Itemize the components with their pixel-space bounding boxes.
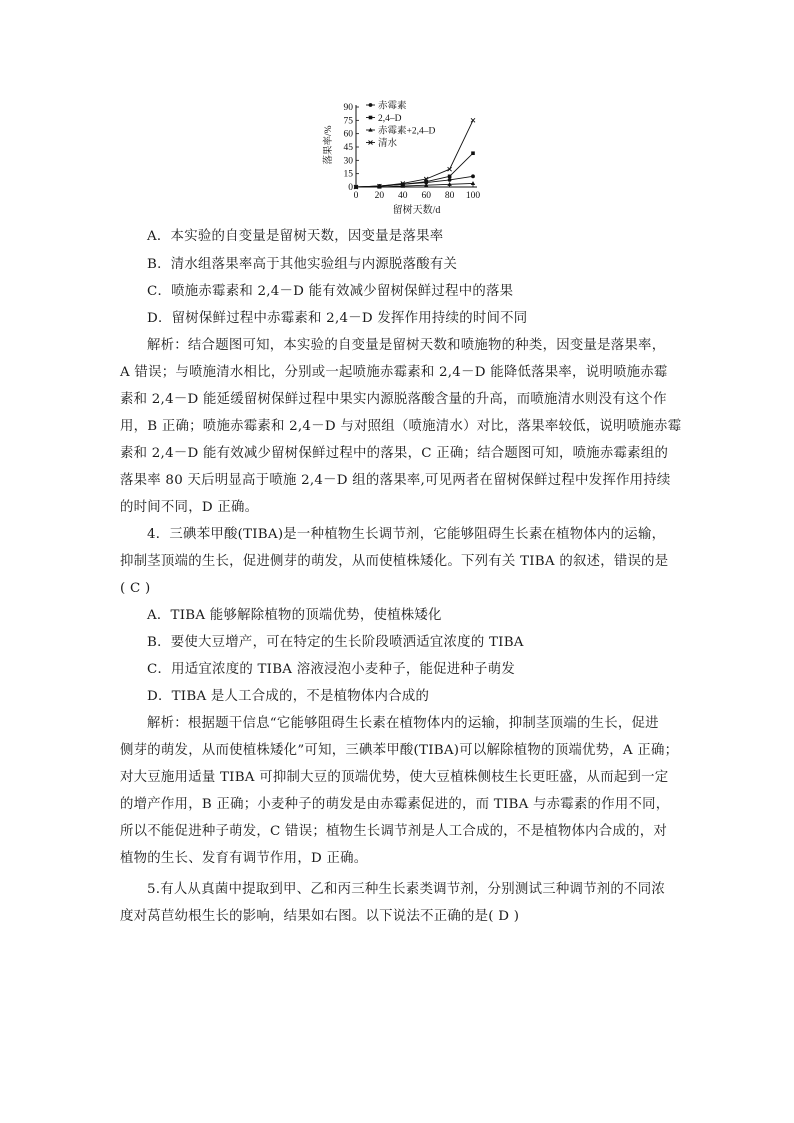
q4-stem-line: 抑制茎顶端的生长，促进侧芽的萌发，从而使植株矮化。下列有关 TIBA 的叙述，错误的是 [120,554,669,569]
y-tick-label: 45 [343,143,353,153]
q4-answer: ( C ) [120,581,151,596]
series-line-1 [356,153,473,187]
data-point [448,175,452,179]
x-tick-label: 80 [444,191,455,201]
q4-stem-line: 4．三碘苯甲酸(TIBA)是一种植物生长调节剂，它能够阻碍生长素在植物体内的运输， [147,527,666,542]
q4-option-d: D．TIBA 是人工合成的，不是植物体内合成的 [147,689,430,704]
q4-analysis-line: 解析：根据题干信息“它能够阻碍生长素在植物体内的运输，抑制茎顶端的生长，促进 [147,716,659,731]
q3-analysis-line: A 错误；与喷施清水相比，分别或一起喷施赤霉素和 2,4－D 能降低落果率，说明喷施赤霉 [120,365,668,380]
legend-label: 2,4–D [378,114,402,124]
y-tick-label: 0 [348,183,353,193]
q4-analysis-line: 对大豆施用适量 TIBA 可抑制大豆的顶端优势，使大豆植株侧枝生长更旺盛，从而起到一定 [120,770,669,785]
legend-marker [369,103,373,107]
q3-option-d: D．留树保鲜过程中赤霉素和 2,4－D 发挥作用持续的时间不同 [147,311,528,326]
y-tick-label: 30 [343,156,353,167]
q3-analysis-line: 素和 2,4－D 能有效减少留树保鲜过程中的落果，C 正确；结合题图可知，喷施赤霉素组的 [120,446,669,461]
legend-label: 赤霉素 [378,101,407,112]
q3-analysis-line: 的时间不同，D 正确。 [120,500,259,515]
data-point [448,167,452,171]
q3-option-c: C．喷施赤霉素和 2,4－D 能有效减少留树保鲜过程中的落果 [147,284,514,299]
data-point [471,118,475,122]
x-tick-label: 40 [398,191,408,201]
legend-label: 赤霉素+2,4–D [378,126,436,137]
q3-analysis-line: 用，B 正确；喷施赤霉素和 2,4－D 与对照组（喷施清水）对比，落果率较低，说明喷施赤霉 [120,419,682,434]
y-tick-label: 90 [343,103,353,113]
q4-analysis-line: 侧芽的萌发，从而使植株矮化”可知，三碘苯甲酸(TIBA)可以解除植物的顶端优势，A 正确； [120,743,679,758]
q4-option-b: B．要使大豆增产，可在特定的生长阶段喷洒适宜浓度的 TIBA [147,635,524,650]
q4-option-c: C．用适宜浓度的 TIBA 溶液浸泡小麦种子，能促进种子萌发 [147,662,515,677]
q3-analysis-line: 落果率 80 天后明显高于喷施 2,4－D 组的落果率,可见两者在留树保鲜过程中发挥作用持续 [120,473,671,488]
q3-option-a: A．本实验的自变量是留树天数，因变量是落果率 [147,229,444,244]
x-tick-label: 60 [421,191,431,201]
y-tick-label: 75 [343,116,353,127]
q4-option-a: A．TIBA 能够解除植物的顶端优势，使植株矮化 [147,608,442,623]
legend-label: 清水 [378,139,398,149]
y-tick-label: 60 [343,129,353,140]
q4-analysis-line: 植物的生长、发育有调节作用，D 正确。 [120,851,368,866]
q3-option-b: B．清水组落果率高于其他实验组与内源脱落酸有关 [147,257,458,272]
x-axis-label: 留树天数/d [392,205,441,216]
x-tick-label: 0 [353,191,359,201]
q4-analysis-line: 的增产作用，B 正确；小麦种子的萌发是由赤霉素促进的，而 TIBA 与赤霉素的作用不同， [120,797,670,812]
fruit-drop-rate-chart [318,97,490,217]
y-tick-label: 15 [343,169,353,180]
q5-stem-line: 5.有人从真菌中提取到甲、乙和丙三种生长素类调节剂，分别测试三种调节剂的不同浓 [147,882,665,897]
x-tick-label: 20 [374,191,385,201]
y-axis-label: 落果率/% [324,125,334,165]
data-point [471,174,475,178]
q3-analysis-line: 素和 2,4－D 能延缓留树保鲜过程中果实内源脱落酸含量的升高，而喷施清水则没有这个作 [120,392,667,407]
legend-marker [369,116,373,120]
x-tick-label: 100 [465,191,481,201]
data-point [448,178,452,182]
q3-analysis-line: 解析：结合题图可知，本实验的自变量是留树天数和喷施物的种类，因变量是落果率， [147,338,666,353]
q4-analysis-line: 所以不能促进种子萌发，C 错误；植物生长调节剂是人工合成的，不是植物体内合成的，对 [120,824,667,839]
data-point [471,151,475,155]
q5-stem-line: 度对莴苣幼根生长的影响，结果如右图。以下说法不正确的是( D ) [120,909,520,924]
